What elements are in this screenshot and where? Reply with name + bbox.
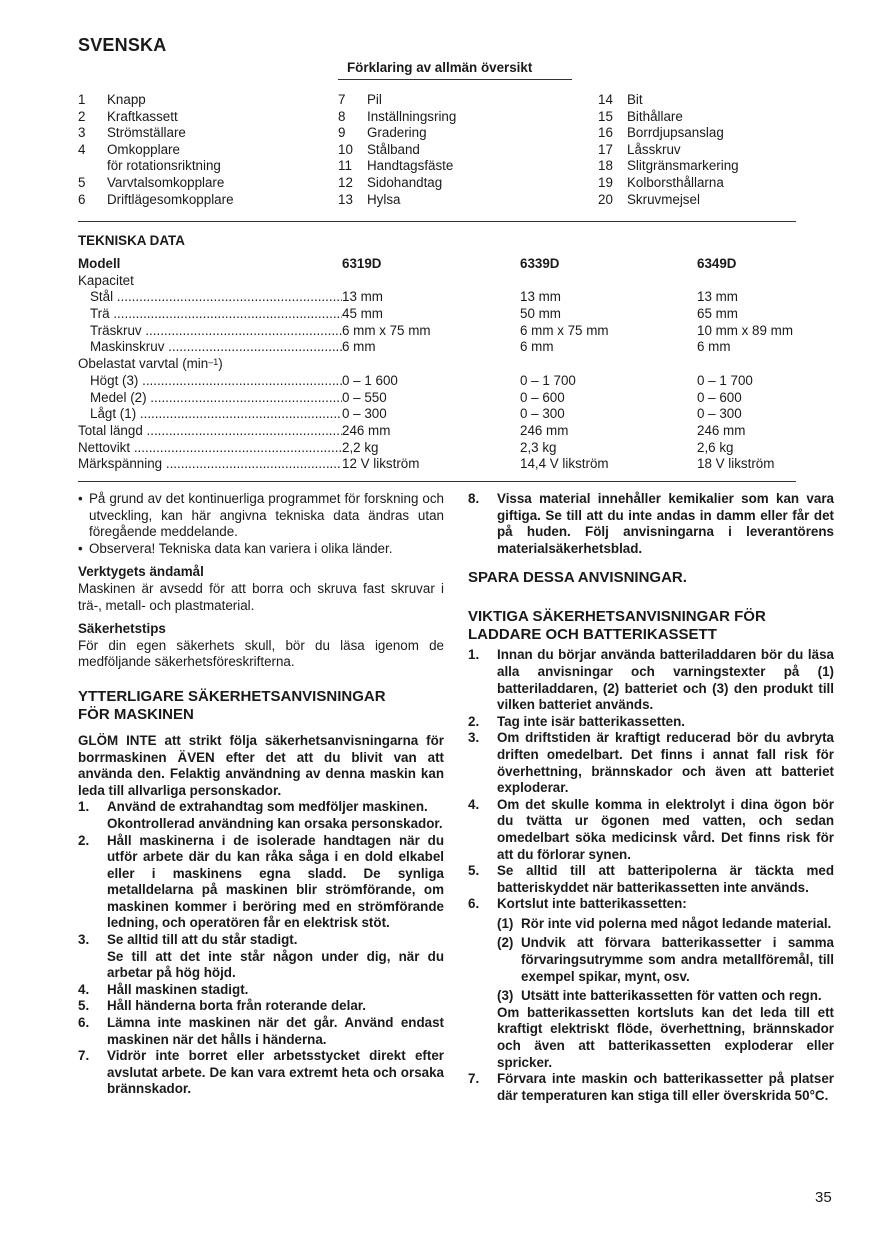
overview-item: 20 Skruvmejsel	[598, 191, 700, 207]
language-heading: SVENSKA	[78, 35, 167, 55]
battery-item: 1. Innan du börjar använda batteriladdaren bör du läsa alla anvisningar och varningstexter på (1) batteriladdaren, (2) batteriet och (3) den produkt till vilken batteriet används.	[468, 647, 834, 713]
purpose-text: Maskinen är avsedd för att borra och skruva fast skruvar i trä-, metall- och plastmaterial.	[78, 580, 444, 613]
battery-subitem: (3) Utsätt inte batterikassetten för vatten och regn.	[497, 988, 822, 1004]
overview-item: 3 Strömställare	[78, 125, 186, 141]
safety-item: 5. Håll händerna borta från roterande delar.	[78, 998, 366, 1014]
safety-tips-heading: Säkerhetstips	[78, 621, 166, 637]
safety-item: 4. Håll maskinen stadigt.	[78, 981, 249, 997]
specs-row: Stål ..... 13 mm 13 mm 13 mm	[78, 289, 798, 306]
overview-item: 6 Driftlägesomkopplare	[78, 191, 234, 207]
overview-item: 8 Inställningsring	[338, 108, 457, 124]
safety-item: 7. Vidrör inte borret eller arbetsstycket direkt efter avslutat arbete. De kan vara extremt heta och orsaka brännskador.	[78, 1048, 444, 1097]
overview-item: 19 Kolborsthållarna	[598, 174, 724, 190]
safety-intro: GLÖM INTE att strikt följa säkerhetsanvisningarna för borrmaskinen ÄVEN efter det att du blivit van att använda den. Felaktig användning av denna maskin kan leda till allvarliga personskador.	[78, 732, 444, 798]
spec-note: • På grund av det kontinuerliga programmet för forskning och utveckling, kan här angivna tekniska data ändras utan föregående meddelande.	[78, 491, 444, 540]
overview-item: 2 Kraftkassett	[78, 108, 178, 124]
safety-item: 1. Använd de extrahandtag som medföljer maskinen. Okontrollerad användning kan orsaka personskador.	[78, 799, 443, 831]
specs-row: Kapacitet	[78, 272, 134, 288]
spec-note: • Observera! Tekniska data kan variera i olika länder.	[78, 540, 393, 556]
specs-table	[78, 256, 798, 473]
battery-item: 4. Om det skulle komma in elektrolyt i dina ögon bör du tvätta ur ögonen med vatten, och sedan omedelbart söka medicinsk vård. Det finns risk för att du förlorar synen.	[468, 796, 834, 862]
safety-item: 8. Vissa material innehåller kemikalier som kan vara giftiga. Se till att du inte andas in damm eller får det på huden. Följ anvisningarna i leverantörens materialsäkerhetsblad.	[468, 491, 834, 556]
overview-title: Förklaring av allmän översikt	[347, 60, 533, 75]
overview-column-1	[78, 92, 234, 208]
battery-subitem: (2) Undvik att förvara batterikassetter i samma förvaringsutrymme som andra metallföremål, till exempel spikar, mynt, osv.	[497, 935, 834, 984]
overview-item: 13 Hylsa	[338, 191, 401, 207]
section-divider	[78, 481, 796, 482]
safety-item: 2. Håll maskinerna i de isolerade handtagen när du utför arbete där du kan råka såga i en dold elkabel eller i maskinens egna sladd. De synliga metalldelarna på maskinen blir strömförande, om maskinen kommer i beröring med en strömförande ledning, och operatören får en elektrisk stöt.	[78, 832, 444, 931]
overview-item: 7 Pil	[338, 92, 382, 107]
page-number: 35	[815, 1189, 832, 1206]
battery-item: 3. Om driftstiden är kraftigt reducerad bör du avbryta driften omedelbart. Det finns i annat fall risk för överhettning, brännskador och även att batteriet exploderar.	[468, 730, 834, 796]
overview-item: 16 Borrdjupsanslag	[598, 125, 724, 141]
overview-item: 15 Bithållare	[598, 108, 683, 124]
specs-header-row: Modell 6319D 6339D 6349D	[78, 256, 737, 271]
specs-title: TEKNISKA DATA	[78, 233, 185, 248]
overview-title-underline	[338, 79, 572, 80]
specs-row: Högt (3) ..... 0 – 1 600 0 – 1 700 0 – 1 700	[78, 373, 798, 390]
overview-column-3	[598, 92, 739, 208]
overview-item: 9 Gradering	[338, 125, 427, 141]
specs-row: Medel (2) ..... 0 – 550 0 – 600 0 – 600	[78, 390, 798, 407]
left-column	[78, 491, 444, 1098]
battery-item: 6. Kortslut inte batterikassetten: (1) Rör inte vid polerna med något ledande material. (2) Undvik att förvara batterikassetter i samma förvaringsutrymme som andra metallföremål, till exempel spikar, mynt, osv. (3) Utsätt inte batterikassetten för vatten och regn. Om batterikassetten kortsluts kan det leda till ett kraftigt elektriskt flöde, överhettning, brännskador och även att batterikassetten exploderar eller spricker.	[468, 896, 834, 1070]
purpose-heading: Verktygets ändamål	[78, 564, 204, 580]
overview-column-2	[338, 92, 456, 208]
right-column	[468, 491, 834, 1104]
specs-row: Lågt (1) ..... 0 – 300 0 – 300 0 – 300	[78, 406, 798, 423]
overview-item: 18 Slitgränsmarkering	[598, 158, 739, 174]
specs-row: Maskinskruv ..... 6 mm 6 mm 6 mm	[78, 339, 798, 356]
specs-row: Total längd ..... 246 mm 246 mm 246 mm	[78, 423, 798, 440]
safety-item: 6. Lämna inte maskinen när det går. Använd endast maskinen när det hålls i händerna.	[78, 1015, 444, 1047]
specs-row: Obelastat varvtal $(\min^{-1})$	[78, 356, 223, 372]
overview-item: 17 Låsskruv	[598, 141, 681, 157]
battery-safety-heading: VIKTIGA SÄKERHETSANVISNINGAR FÖR LADDARE OCH BATTERIKASSETT	[468, 608, 766, 644]
overview-item: 10 Stålband	[338, 141, 420, 157]
specs-row: Trä ..... 45 mm 50 mm 65 mm	[78, 306, 798, 323]
battery-item: 7. Förvara inte maskin och batterikassetter på platser där temperaturen kan stiga till eller överskrida 50°C.	[468, 1071, 834, 1103]
overview-item: 11 Handtagsfäste	[338, 158, 454, 174]
short-circuit-note: Om batterikassetten kortsluts kan det leda till ett kraftigt elektriskt flöde, överhettning, brännskador och även att batterikassetten exploderar eller spricker.	[497, 1004, 834, 1070]
safety-tips-text: För din egen säkerhets skull, bör du läsa igenom de medföljande säkerhetsföreskrifterna.	[78, 637, 444, 670]
battery-item: 5. Se alltid till att batteripolerna är täckta med batteriskyddet när batterikassetten inte används.	[468, 863, 834, 895]
overview-item: 14 Bit	[598, 92, 643, 107]
overview-item: 4 Omkopplare	[78, 141, 180, 157]
specs-row: Nettovikt ..... 2,2 kg 2,3 kg 2,6 kg	[78, 440, 798, 457]
overview-item: 5 Varvtalsomkopplare	[78, 174, 225, 190]
specs-row: Märkspänning ..... 12 V likström 14,4 V likström 18 V likström	[78, 456, 798, 473]
additional-safety-heading: YTTERLIGARE SÄKERHETSANVISNINGAR FÖR MASKINEN	[78, 687, 386, 723]
overview-item: 12 Sidohandtag	[338, 174, 443, 190]
overview-item: för rotationsriktning	[107, 158, 221, 174]
section-divider	[78, 221, 796, 222]
battery-item: 2. Tag inte isär batterikassetten.	[468, 713, 686, 729]
battery-subitem: (1) Rör inte vid polerna med något ledande material.	[497, 915, 832, 931]
specs-row: Träskruv ..... 6 mm x 75 mm 6 mm x 75 mm 10 mm x 89 mm	[78, 323, 798, 340]
safety-item: 3. Se alltid till att du står stadigt. Se till att det inte står någon under dig, när du arbetar på hög höjd.	[78, 932, 444, 981]
overview-item: 1 Knapp	[78, 92, 146, 107]
save-instructions-heading: SPARA DESSA ANVISNINGAR.	[468, 569, 687, 587]
